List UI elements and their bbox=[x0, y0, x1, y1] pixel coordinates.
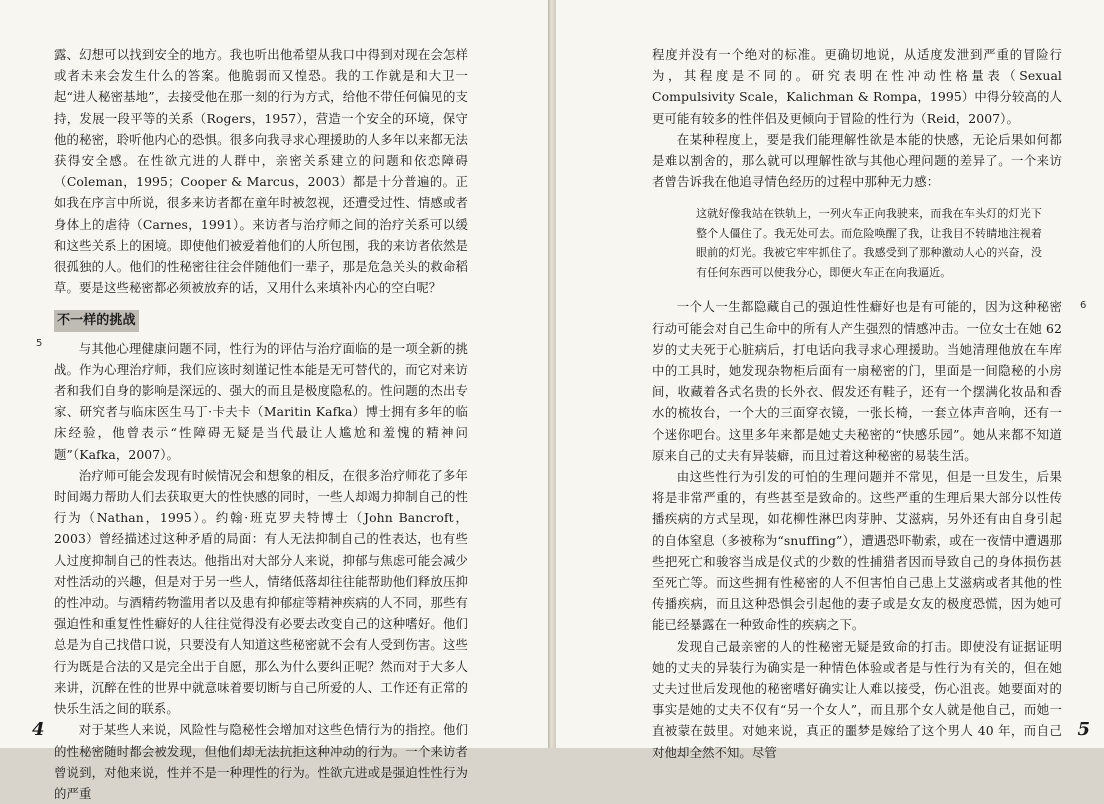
right-page bbox=[556, 0, 1104, 760]
right-page-body bbox=[652, 44, 1062, 763]
paragraph: 在某种程度上，要是我们能理解性欲是本能的快感，无论后果如何都是难以割舍的，那么就可以理解性欲与其他心理问题的差异了。一个来访者曾告诉我在他追寻情色经历的过程中那种无力感： bbox=[652, 131, 1062, 190]
left-page-body bbox=[54, 44, 468, 804]
paragraph: 露、幻想可以找到安全的地方。我也听出他希望从我口中得到对现在会怎样或者未来会发生什么的答案。他脆弱而又惶恐。我的工作就是和大卫一起“进人秘密基地”，去接受他在那一刻的行为方式，给他不带任何偏见的支持，发展一段平等的关系（Rogers，1957），营造一个安全的环境，保守他的秘密，聆听他内心的恐惧。很多向我寻求心理援助的人多年以来都无法获得安全感。在性欲亢进的人群中，亲密关系建立的问题和依恋障碍（Coleman，1995；Cooper & Marcus，2003）都是十分普遍的。正如我在序言中所说，很多来访者都在童年时被忽视，还遭受过性、情感或者身体上的虐待（Carnes，1991）。来访者与治疗师之间的治疗关系可以缓和这些关系上的困境。即使他们被爱着他们的人所包围，我的来访者依然是很孤独的人。他们的性秘密往往会伴随他们一辈子，那是危急关头的救命稻草。要是这些秘密都必须被放弃的话，又用什么来填补内心的空白呢？ bbox=[54, 47, 468, 296]
paragraph: 对于某些人来说，风险性与隐秘性会增加对这些色情行为的指控。他们的性秘密随时都会被发现，但他们却无法抗拒这种冲动的行为。一个来访者曾说到，对他来说，性并不是一种理性的行为。性欲亢进或是强迫性性行为的严重 bbox=[54, 722, 468, 801]
margin-number: 6 bbox=[1080, 300, 1087, 311]
block-quote: 这就好像我站在铁轨上，一列火车正向我驶来，而我在车头灯的灯光下整个人僵住了。我无处可去。而危险唤醒了我，让我目不转睛地注视着眼前的灯光。我被它牢牢抓住了。我感受到了那种激动人心的兴奋，没有任何东西可以使我分心，即便火车正在向我逼近。 bbox=[696, 207, 1042, 279]
paragraph: 发现自己最亲密的人的性秘密无疑是致命的打击。即使没有证据证明她的丈夫的异装行为确实是一种情色体验或者是与性行为有关的，但在她丈夫过世后发现他的秘密嗜好确实让人难以接受，伤心沮丧。她要面对的事实是她的丈夫不仅有“另一个女人”，而且那个女人就是他自己，而她一直被蒙在鼓里。对她来说，真正的噩梦是嫁给了这个男人 40 年，而自己对他却全然不知。尽管 bbox=[652, 638, 1062, 760]
margin-number: 5 bbox=[36, 338, 43, 349]
section-heading: 不一样的挑战 bbox=[54, 310, 139, 331]
paragraph: 治疗师可能会发现有时候情况会和想象的相反，在很多治疗师花了多年时间竭力帮助人们去获取更大的性快感的同时，一些人却竭力抑制自己的性行为（Nathan，1995）。约翰·班克罗夫特博士（John Bancroft，2003）曾经描述过这种矛盾的局面：有人无法抑制自己的性表达，也有些人过度抑制自己的性表达。他指出对大部分人来说，抑郁与焦虑可能会减少对性活动的兴趣，但是对于另一些人，情绪低落却往往能帮助他们释放压抑的性冲动。与酒精药物滥用者以及患有抑郁症等精神疾病的人不同，那些有强迫性和重复性性癖好的人往往觉得没有必要去改变自己的这种嗜好。他们总是为自己找借口说，只要没有人知道这些秘密就不会有人受到伤害。这些行为既是合法的又是完全出于自愿，那么为什么要纠正呢？然而对于大多人来讲，沉醉在性的世界中就意味着要切断与自己所爱的人、工作还有正常的快乐生活之间的联系。 bbox=[54, 467, 468, 717]
page-number: 4 bbox=[32, 719, 45, 740]
page-number: 5 bbox=[1077, 719, 1090, 740]
paragraph: 与其他心理健康问题不同，性行为的评估与治疗面临的是一项全新的挑战。作为心理治疗师，我们应该时刻谨记性本能是无可替代的，而它对来访者和我们自身的影响是深远的、强大的而且是极度隐私的。性问题的杰出专家、研究者与临床医生马丁·卡夫卡（Maritin Kafka）博士拥有多年的临床经验，他曾表示“性障碍无疑是当代最让人尴尬和羞愧的精神问题”（Kafka，2007）。 bbox=[54, 340, 468, 462]
left-page bbox=[0, 0, 548, 801]
gutter bbox=[548, 0, 556, 748]
paragraph: 一个人一生都隐藏自己的强迫性性癖好也是有可能的，因为这种秘密行动可能会对自己生命中的所有人产生强烈的情感冲击。一位女士在她 62 岁的丈夫死于心脏病后，打电话向我寻求心理援助。当她清理他放在车库中的工具时，她发现杂物柜后面有一扇秘密的门，里面是一间隐秘的小房间，收藏着各式名贵的长外衣、假发还有鞋子，还有一个摆满化妆品和香水的梳妆台，一个大的三面穿衣镜，一张长椅，一套立体声音响，还有一个迷你吧台。这里多年来都是她丈夫秘密的“快感乐园”。她从来都不知道原来自己的丈夫有异装癖，而且过着这种秘密的易装生活。 bbox=[652, 299, 1062, 463]
paragraph: 程度并没有一个绝对的标准。更确切地说，从适度发泄到严重的冒险行为，其程度是不同的。研究表明在性冲动性格量表（Sexual Compulsivity Scale，Kalichman & Rompa，1995）中得分较高的人更可能有较多的性伴侣及更倾向于冒险的性行为（Reid，2007）。 bbox=[652, 47, 1062, 126]
section-heading-wrap bbox=[54, 309, 468, 331]
paragraph: 由这些性行为引发的可怕的生理问题并不常见，但是一旦发生，后果将是非常严重的，有些甚至是致命的。这些严重的生理后果大部分以性传播疾病的方式呈现，如花柳性淋巴肉芽肿、艾滋病，另外还有由自身引起的自体窒息（多被称为“snuffing”），遭遇恐吓勒索，或在一夜情中遭遇那些把死亡和骏容当成是仪式的少数的性捕猎者因而导致自己的身体损伤甚至死亡等。而这些拥有性秘密的人不但害怕自己患上艾滋病或者其他的性传播疾病，而且这种恐惧会引起他的妻子或是女友的极度恐慌，因为她可能已经暴露在一种致命性的疾病之下。 bbox=[652, 469, 1062, 633]
